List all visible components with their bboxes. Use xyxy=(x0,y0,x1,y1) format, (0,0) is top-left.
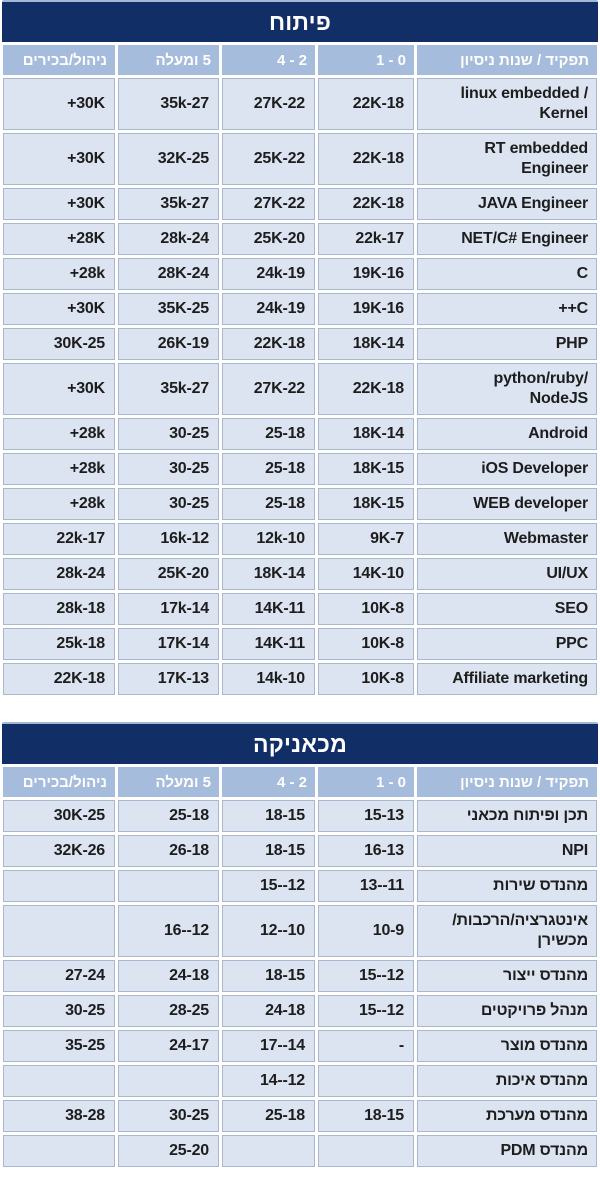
column-header: 5 ומעלה xyxy=(118,767,219,797)
table-row xyxy=(3,488,597,520)
column-header: 5 ומעלה xyxy=(118,45,219,75)
salary-range-cell: 22k-17 xyxy=(3,523,115,555)
salary-range-cell: 14k-10 xyxy=(222,663,315,695)
salary-range-cell: 16k-12 xyxy=(118,523,219,555)
salary-range-cell: +30K xyxy=(3,133,115,185)
salary-range-cell: 24k-19 xyxy=(222,258,315,290)
salary-range-cell: 27K-22 xyxy=(222,363,315,415)
salary-range-cell: 30-25 xyxy=(118,418,219,450)
table-title: מכאניקה xyxy=(2,722,598,764)
salary-range-cell: 17k-14 xyxy=(118,593,219,625)
table-row xyxy=(3,835,597,867)
role-cell: מהנדס שירות xyxy=(417,870,597,902)
salary-range-cell: 18-15 xyxy=(222,835,315,867)
salary-range-cell: 24-17 xyxy=(118,1030,219,1062)
column-header-role: תפקיד / שנות ניסיון xyxy=(417,767,597,797)
salary-range-cell: 13--11 xyxy=(318,870,414,902)
salary-range-cell: 25-20 xyxy=(118,1135,219,1167)
salary-range-cell: 28K-24 xyxy=(118,258,219,290)
salary-range-cell: 25K-20 xyxy=(118,558,219,590)
role-cell: python/ruby/ NodeJS xyxy=(417,363,597,415)
table-row xyxy=(3,593,597,625)
table-row xyxy=(3,223,597,255)
salary-table xyxy=(0,764,600,1170)
table-row xyxy=(3,558,597,590)
salary-range-cell xyxy=(118,1065,219,1097)
salary-range-cell: +30K xyxy=(3,293,115,325)
column-header: 2 - 4 xyxy=(222,45,315,75)
role-cell: SEO xyxy=(417,593,597,625)
role-cell: תכן ופיתוח מכאני xyxy=(417,800,597,832)
salary-range-cell: 12--10 xyxy=(222,905,315,957)
salary-range-cell: 32K-26 xyxy=(3,835,115,867)
table-row xyxy=(3,800,597,832)
salary-range-cell: 35-25 xyxy=(3,1030,115,1062)
role-cell: NET/C# Engineer xyxy=(417,223,597,255)
salary-range-cell: 25k-18 xyxy=(3,628,115,660)
salary-range-cell: 28-25 xyxy=(118,995,219,1027)
salary-range-cell: 27K-22 xyxy=(222,78,315,130)
table-row xyxy=(3,188,597,220)
salary-range-cell: 25K-22 xyxy=(222,133,315,185)
salary-range-cell: +28k xyxy=(3,453,115,485)
salary-range-cell: 19K-16 xyxy=(318,293,414,325)
salary-range-cell: 35k-27 xyxy=(118,188,219,220)
salary-range-cell: 17K-13 xyxy=(118,663,219,695)
salary-range-cell: 18K-14 xyxy=(318,328,414,360)
role-cell: iOS Developer xyxy=(417,453,597,485)
salary-range-cell: +28k xyxy=(3,258,115,290)
role-cell: WEB developer xyxy=(417,488,597,520)
role-cell: NPI xyxy=(417,835,597,867)
salary-range-cell: 26-18 xyxy=(118,835,219,867)
column-header-role: תפקיד / שנות ניסיון xyxy=(417,45,597,75)
salary-range-cell: 25-18 xyxy=(222,453,315,485)
salary-range-cell: 27K-22 xyxy=(222,188,315,220)
role-cell: C xyxy=(417,258,597,290)
salary-range-cell: 17--14 xyxy=(222,1030,315,1062)
column-header: ניהול/בכירים xyxy=(3,767,115,797)
salary-range-cell: 15--12 xyxy=(222,870,315,902)
column-header: 0 - 1 xyxy=(318,45,414,75)
table-row xyxy=(3,453,597,485)
salary-range-cell: 30-25 xyxy=(118,488,219,520)
salary-range-cell: 28k-24 xyxy=(3,558,115,590)
salary-range-cell: 18K-14 xyxy=(318,418,414,450)
salary-range-cell: 30-25 xyxy=(118,1100,219,1132)
table-row xyxy=(3,328,597,360)
salary-range-cell: 28k-24 xyxy=(118,223,219,255)
salary-range-cell: 22K-18 xyxy=(318,133,414,185)
salary-range-cell xyxy=(3,1135,115,1167)
table-row xyxy=(3,1030,597,1062)
salary-range-cell: 22K-18 xyxy=(318,78,414,130)
salary-range-cell: 30-25 xyxy=(118,453,219,485)
salary-range-cell: 32K-25 xyxy=(118,133,219,185)
salary-range-cell: 25-18 xyxy=(222,488,315,520)
salary-range-cell: 19K-16 xyxy=(318,258,414,290)
salary-range-cell: 18K-14 xyxy=(222,558,315,590)
salary-range-cell: 25-18 xyxy=(118,800,219,832)
role-cell: מהנדס איכות xyxy=(417,1065,597,1097)
salary-range-cell: 15--12 xyxy=(318,960,414,992)
salary-range-cell: 24-18 xyxy=(118,960,219,992)
salary-range-cell: 22K-18 xyxy=(3,663,115,695)
salary-range-cell: 18K-15 xyxy=(318,488,414,520)
table-row xyxy=(3,363,597,415)
salary-range-cell: 22K-18 xyxy=(318,188,414,220)
role-cell: Affiliate marketing xyxy=(417,663,597,695)
salary-range-cell: 14K-10 xyxy=(318,558,414,590)
salary-range-cell: 22K-18 xyxy=(222,328,315,360)
column-header: ניהול/בכירים xyxy=(3,45,115,75)
salary-range-cell: 27-24 xyxy=(3,960,115,992)
salary-range-cell: 35k-27 xyxy=(118,78,219,130)
table-row xyxy=(3,1135,597,1167)
salary-range-cell: - xyxy=(318,1030,414,1062)
salary-range-cell: 10K-8 xyxy=(318,663,414,695)
table-row xyxy=(3,870,597,902)
table-title: פיתוח xyxy=(2,0,598,42)
role-cell: מהנדס PDM xyxy=(417,1135,597,1167)
salary-range-cell: 22k-17 xyxy=(318,223,414,255)
salary-range-cell: 18-15 xyxy=(318,1100,414,1132)
salary-range-cell: 18K-15 xyxy=(318,453,414,485)
salary-range-cell: 25K-20 xyxy=(222,223,315,255)
salary-range-cell xyxy=(318,1065,414,1097)
role-cell: JAVA Engineer xyxy=(417,188,597,220)
salary-range-cell: 30-25 xyxy=(3,995,115,1027)
salary-range-cell: +28k xyxy=(3,418,115,450)
salary-table-section xyxy=(0,722,600,1170)
table-row xyxy=(3,1065,597,1097)
salary-range-cell: 18-15 xyxy=(222,800,315,832)
salary-range-cell xyxy=(3,1065,115,1097)
role-cell: אינטגרציה/הרכבות/ מכשירן xyxy=(417,905,597,957)
role-cell: UI/UX xyxy=(417,558,597,590)
table-row xyxy=(3,523,597,555)
role-cell: מהנדס מערכת xyxy=(417,1100,597,1132)
salary-range-cell xyxy=(118,870,219,902)
salary-range-cell: 18-15 xyxy=(222,960,315,992)
salary-range-cell: 35k-27 xyxy=(118,363,219,415)
salary-range-cell: 14K-11 xyxy=(222,628,315,660)
salary-range-cell: 30K-25 xyxy=(3,328,115,360)
table-body xyxy=(3,800,597,1167)
header-row xyxy=(3,45,597,75)
role-cell: linux embedded / Kernel xyxy=(417,78,597,130)
table-row xyxy=(3,293,597,325)
table-row xyxy=(3,418,597,450)
salary-range-cell: 25-18 xyxy=(222,418,315,450)
role-cell: RT embedded Engineer xyxy=(417,133,597,185)
role-cell: מהנדס מוצר xyxy=(417,1030,597,1062)
salary-range-cell: 12k-10 xyxy=(222,523,315,555)
salary-range-cell: 14K-11 xyxy=(222,593,315,625)
role-cell: מהנדס ייצור xyxy=(417,960,597,992)
role-cell: מנהל פרויקטים xyxy=(417,995,597,1027)
column-header: 0 - 1 xyxy=(318,767,414,797)
salary-range-cell: +30K xyxy=(3,188,115,220)
header-row xyxy=(3,767,597,797)
table-row xyxy=(3,663,597,695)
salary-range-cell: 22K-18 xyxy=(318,363,414,415)
salary-range-cell: +28k xyxy=(3,488,115,520)
salary-range-cell: 25-18 xyxy=(222,1100,315,1132)
table-row xyxy=(3,133,597,185)
salary-range-cell: 10K-8 xyxy=(318,628,414,660)
column-header: 2 - 4 xyxy=(222,767,315,797)
salary-range-cell: +30K xyxy=(3,78,115,130)
salary-range-cell: 10K-8 xyxy=(318,593,414,625)
salary-range-cell xyxy=(318,1135,414,1167)
salary-range-cell: 26K-19 xyxy=(118,328,219,360)
role-cell: PHP xyxy=(417,328,597,360)
table-row xyxy=(3,905,597,957)
table-row xyxy=(3,258,597,290)
salary-range-cell: 38-28 xyxy=(3,1100,115,1132)
salary-range-cell: 16-13 xyxy=(318,835,414,867)
role-cell: Webmaster xyxy=(417,523,597,555)
table-row xyxy=(3,960,597,992)
salary-range-cell: 9K-7 xyxy=(318,523,414,555)
salary-range-cell: 10-9 xyxy=(318,905,414,957)
salary-range-cell: 28k-18 xyxy=(3,593,115,625)
table-body xyxy=(3,78,597,695)
table-row xyxy=(3,1100,597,1132)
salary-range-cell: +28K xyxy=(3,223,115,255)
salary-range-cell: 24-18 xyxy=(222,995,315,1027)
role-cell: Android xyxy=(417,418,597,450)
salary-range-cell: 14--12 xyxy=(222,1065,315,1097)
salary-range-cell: 35K-25 xyxy=(118,293,219,325)
salary-table xyxy=(0,42,600,698)
role-cell: C++ xyxy=(417,293,597,325)
salary-range-cell: 15-13 xyxy=(318,800,414,832)
salary-range-cell: 15--12 xyxy=(318,995,414,1027)
table-row xyxy=(3,78,597,130)
salary-range-cell: 30K-25 xyxy=(3,800,115,832)
salary-range-cell: 16--12 xyxy=(118,905,219,957)
salary-range-cell: 24k-19 xyxy=(222,293,315,325)
salary-range-cell xyxy=(3,870,115,902)
salary-range-cell xyxy=(222,1135,315,1167)
salary-range-cell: +30K xyxy=(3,363,115,415)
salary-range-cell: 17K-14 xyxy=(118,628,219,660)
table-row xyxy=(3,995,597,1027)
salary-range-cell xyxy=(3,905,115,957)
table-row xyxy=(3,628,597,660)
role-cell: PPC xyxy=(417,628,597,660)
